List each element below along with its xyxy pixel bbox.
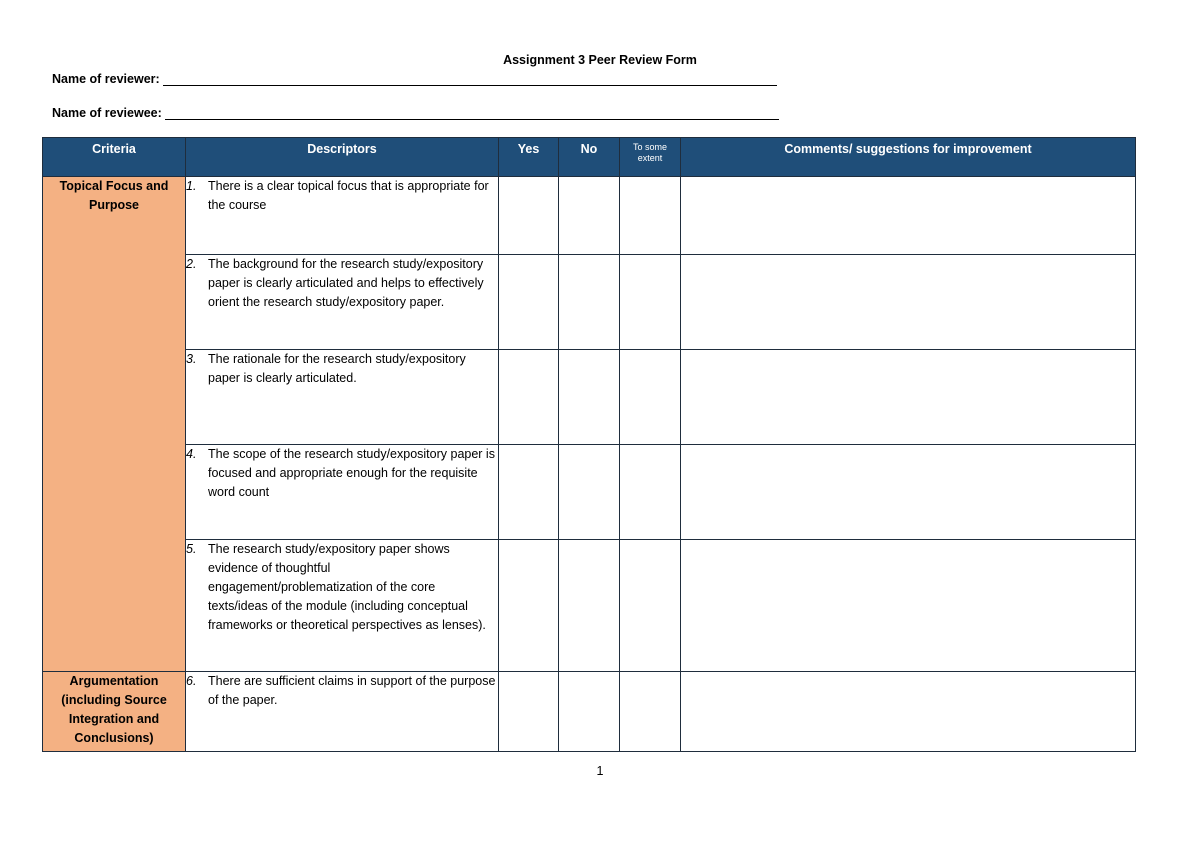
descriptor-number: 3. — [186, 352, 197, 366]
descriptor-4 — [186, 445, 499, 540]
comments-cell[interactable] — [681, 177, 1136, 255]
no-cell[interactable] — [559, 445, 620, 540]
descriptor-number: 2. — [186, 257, 197, 271]
reviewer-name-field[interactable] — [52, 72, 777, 86]
criteria-topical-focus: Topical Focus and Purpose — [43, 177, 186, 672]
no-cell[interactable] — [559, 177, 620, 255]
reviewee-name-field[interactable] — [52, 106, 779, 120]
yes-cell[interactable] — [499, 350, 559, 445]
table-row — [43, 350, 1136, 445]
reviewee-name-line[interactable] — [165, 107, 779, 120]
table-row — [43, 255, 1136, 350]
to-some-extent-cell[interactable] — [620, 540, 681, 672]
descriptor-text: The background for the research study/expository paper is clearly articulated and helps to effectively orient the research study/expository paper. — [208, 257, 484, 309]
to-some-extent-cell[interactable] — [620, 445, 681, 540]
comments-cell[interactable] — [681, 672, 1136, 752]
comments-cell[interactable] — [681, 255, 1136, 350]
table-header-row — [43, 138, 1136, 177]
descriptor-number: 6. — [186, 674, 197, 688]
to-some-extent-cell[interactable] — [620, 177, 681, 255]
to-some-extent-cell[interactable] — [620, 350, 681, 445]
yes-cell[interactable] — [499, 255, 559, 350]
table-row — [43, 445, 1136, 540]
no-cell[interactable] — [559, 672, 620, 752]
yes-cell[interactable] — [499, 177, 559, 255]
descriptor-number: 5. — [186, 542, 197, 556]
criteria-argumentation: Argumentation (including Source Integration and Conclusions) — [43, 672, 186, 752]
descriptor-number: 4. — [186, 447, 197, 461]
descriptor-text: There are sufficient claims in support of the purpose of the paper. — [208, 674, 496, 707]
comments-cell[interactable] — [681, 540, 1136, 672]
table-row — [43, 177, 1136, 255]
no-cell[interactable] — [559, 350, 620, 445]
descriptor-text: The rationale for the research study/expository paper is clearly articulated. — [208, 352, 466, 385]
descriptor-text: The research study/expository paper shows evidence of thoughtful engagement/problematization of the core texts/ideas of the module (including conceptual frameworks or theoretical perspectives as lenses). — [208, 542, 486, 632]
descriptor-text: The scope of the research study/expository paper is focused and appropriate enough for the requisite word count — [208, 447, 495, 499]
yes-cell[interactable] — [499, 445, 559, 540]
to-some-extent-cell[interactable] — [620, 255, 681, 350]
descriptor-5 — [186, 540, 499, 672]
no-cell[interactable] — [559, 255, 620, 350]
no-cell[interactable] — [559, 540, 620, 672]
header-to-some-extent: To some extent — [620, 138, 681, 177]
descriptor-1 — [186, 177, 499, 255]
header-criteria: Criteria — [43, 138, 186, 177]
descriptor-6 — [186, 672, 499, 752]
reviewer-name-line[interactable] — [163, 73, 777, 86]
descriptor-2 — [186, 255, 499, 350]
descriptor-text: There is a clear topical focus that is appropriate for the course — [208, 179, 489, 212]
reviewer-label: Name of reviewer: — [52, 72, 160, 86]
comments-cell[interactable] — [681, 350, 1136, 445]
table-row — [43, 672, 1136, 752]
header-no: No — [559, 138, 620, 177]
to-some-extent-cell[interactable] — [620, 672, 681, 752]
header-yes: Yes — [499, 138, 559, 177]
descriptor-number: 1. — [186, 179, 197, 193]
header-comments: Comments/ suggestions for improvement — [681, 138, 1136, 177]
page-number: 1 — [596, 764, 604, 778]
peer-review-table — [42, 137, 1136, 752]
yes-cell[interactable] — [499, 672, 559, 752]
page-title: Assignment 3 Peer Review Form — [503, 53, 697, 67]
yes-cell[interactable] — [499, 540, 559, 672]
comments-cell[interactable] — [681, 445, 1136, 540]
descriptor-3 — [186, 350, 499, 445]
header-descriptors: Descriptors — [186, 138, 499, 177]
table-row — [43, 540, 1136, 672]
reviewee-label: Name of reviewee: — [52, 106, 162, 120]
